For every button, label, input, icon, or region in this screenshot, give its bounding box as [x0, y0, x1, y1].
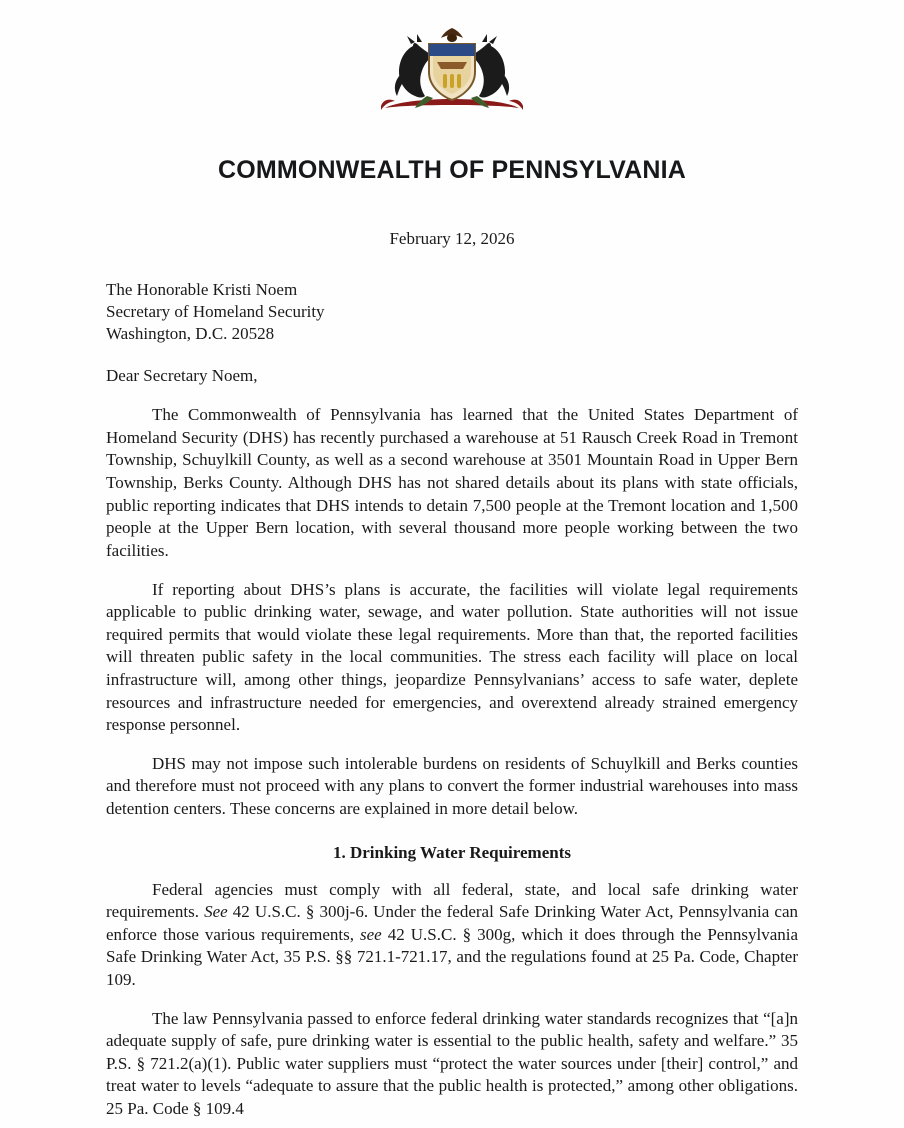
seal-container [106, 0, 798, 126]
section-heading-drinking-water: 1. Drinking Water Requirements [332, 842, 571, 862]
body-paragraph-1: The Commonwealth of Pennsylvania has learned that the United States Department of Homeland Security (DHS) has recently purchased a warehouse at 51 Rausch Creek Road in Tremont Township, Schuylkill County, as well as a second warehouse at 3501 Mountain Road in Upper Bern Township, Berks County. Although DHS has not shared details about its plans with state officials, public reporting indicates that DHS intends to detain 7,500 people at the Tremont location and 1,500 people at the Upper Bern location, with several thousand more people working between the two facilities. [106, 405, 798, 560]
body-paragraph-2: If reporting about DHS’s plans is accurate, the facilities will violate legal requirements applicable to public drinking water, sewage, and water pollution. State authorities will not issue required permits that would violate these legal requirements. More than that, the reported facilities will threaten public safety in the local communities. The stress each facility will place on local infrastructure will, among other things, jeopardize Pennsylvanians’ access to safe water, deplete resources and infrastructure needed for emergencies, and overextend already strained emergency response personnel. [106, 579, 798, 735]
section-1-paragraph-2: The law Pennsylvania passed to enforce federal drinking water standards recognizes that “[a]n adequate supply of safe, pure drinking water is essential to the public health, safety and welfare.” 35 P.S. § 721.2(a)(1). Public water suppliers must “protect the water sources under [their] control,” and treat water to levels “adequate to assure that the public health is protected,” among other obligations. 25 Pa. Code § 109.4 [106, 1008, 798, 1119]
commonwealth-seal-icon [367, 22, 537, 126]
addressee-block [106, 279, 798, 344]
body-paragraph-3: DHS may not impose such intolerable burdens on residents of Schuylkill and Berks counties and therefore must not proceed with any plans to convert the former industrial warehouses into mass detention centers. These concerns are explained in more detail below. [106, 753, 798, 818]
sec1-p1-mid: 42 U.S.C. § 300j-6. Under the federal Safe Drinking Water Act, Pennsylvania can enforce those various requirements, [106, 902, 798, 944]
addressee-line-3: Washington, D.C. 20528 [106, 323, 275, 343]
sec1-p1-pre: Federal agencies must comply with all federal, state, and local safe drinking water requirements. [106, 879, 798, 922]
letter-date: February 12, 2026 [389, 229, 515, 248]
sec1-p1-post: 42 U.S.C. § 300g, which it does through the Pennsylvania Safe Drinking Water Act, 35 P.S. §§ 721.1-721.17, and the regulations found at 25 Pa. Code, Chapter 109. [106, 924, 799, 990]
section-1-paragraph-1 [106, 879, 798, 992]
page-title: COMMONWEALTH OF PENNSYLVANIA [217, 156, 687, 184]
addressee-line-2: Secretary of Homeland Security [106, 301, 325, 321]
addressee-line-1: The Honorable Kristi Noem [106, 280, 298, 299]
salutation: Dear Secretary Noem, [106, 366, 258, 386]
sec1-p1-see2: see [360, 924, 382, 944]
sec1-p1-see: See [204, 902, 228, 922]
